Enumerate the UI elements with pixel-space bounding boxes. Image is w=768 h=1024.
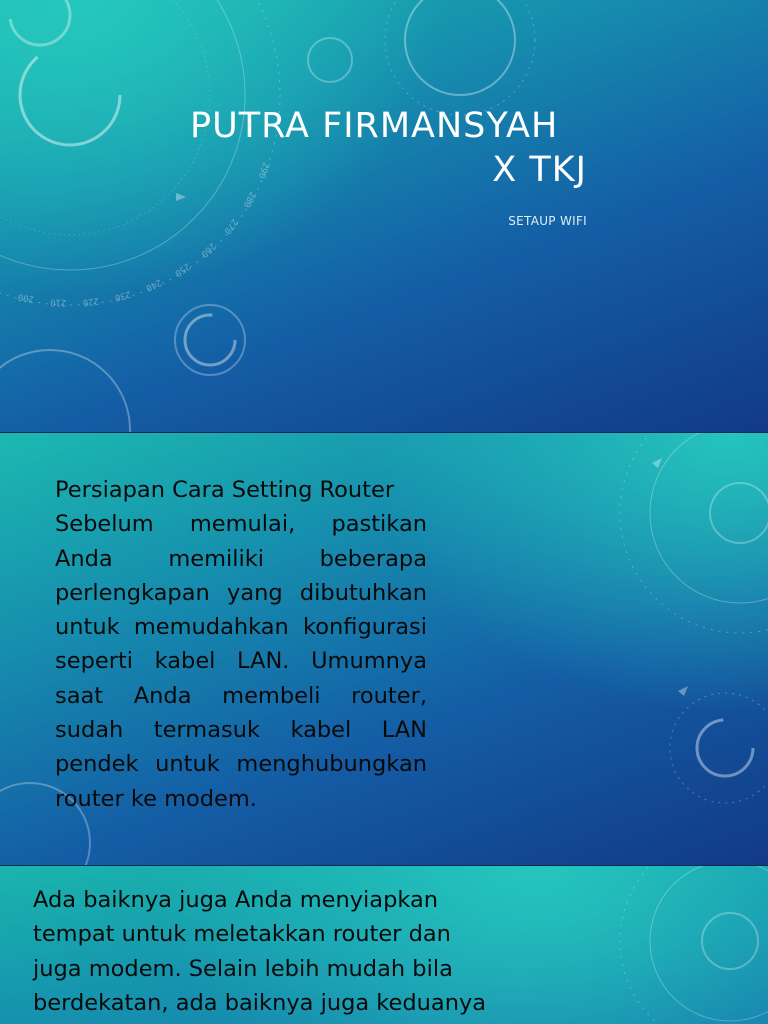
slide-preparation: [0, 433, 768, 865]
dial-number: 250: [172, 260, 192, 278]
slide-placement: [0, 866, 768, 1024]
dial-number: 260: [198, 240, 218, 259]
slide-title-name: PUTRA FIRMANSYAH: [190, 106, 559, 146]
dial-number: 280: [240, 189, 258, 209]
dial-number: 230: [113, 288, 132, 303]
circle-dial-decoration: [0, 0, 768, 432]
dial-number: 220: [81, 295, 100, 308]
body-paragraph: Ada baiknya juga Anda menyiapkan tempat untuk meletakkan router dan juga modem. Selain lebih mudah bila berdekatan, ada baiknya juga keduanya: [33, 887, 487, 1016]
slide-body: [33, 883, 503, 1020]
dial-number: 240: [143, 276, 163, 293]
dial-number: 290: [255, 160, 271, 180]
slide-subtitle: SETAUP WIFI: [508, 214, 587, 228]
dial-number: 270: [221, 216, 240, 236]
slide-title: [0, 0, 768, 432]
dial-number: 210: [50, 296, 67, 307]
dial-number: 200: [17, 291, 35, 304]
slide-body: [55, 473, 427, 816]
title-block: [150, 104, 587, 192]
slide-title-class: X TKJ: [492, 150, 587, 190]
body-paragraph: Sebelum memulai, pastikan Anda memiliki beberapa perlengkapan yang dibutuhkan untuk memudahkan konfigurasi seperti kabel LAN. Umumnya saat Anda membeli router, sudah termasuk kabel LAN pendek untuk menghubungkan router ke modem.: [55, 511, 427, 812]
section-heading: Persiapan Cara Setting Router: [55, 477, 395, 503]
